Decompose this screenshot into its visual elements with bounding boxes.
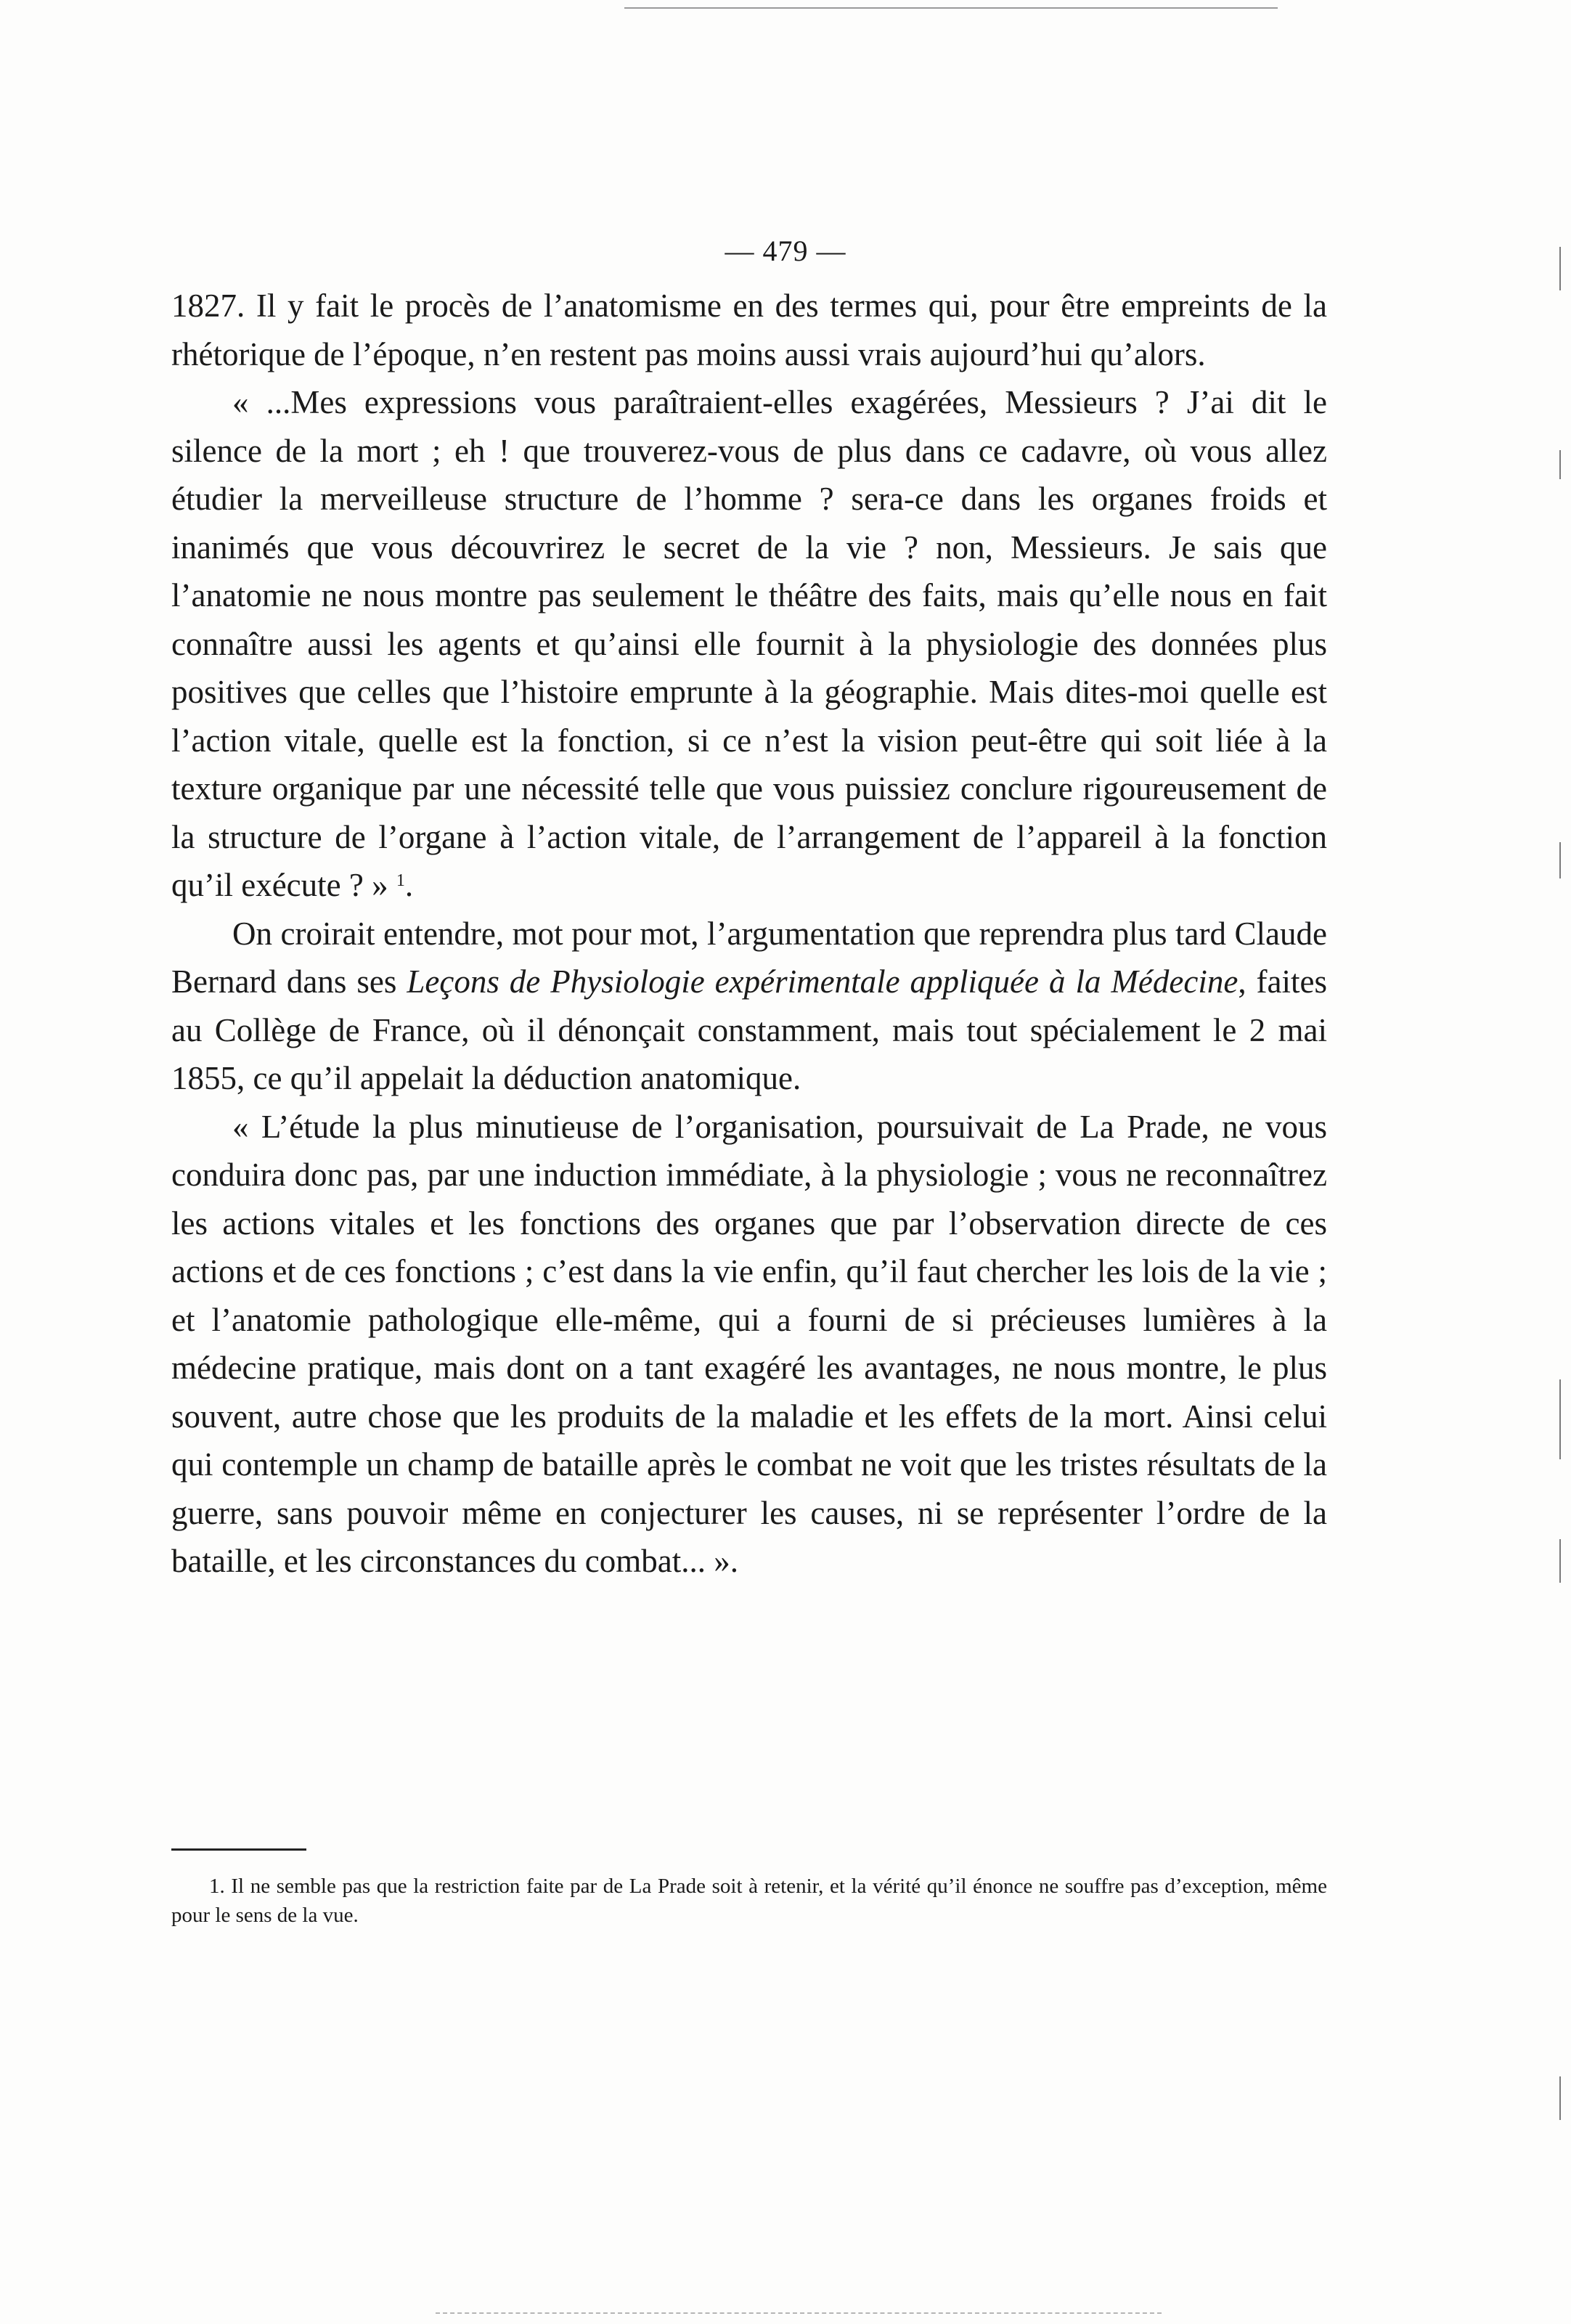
- body-text: [171, 282, 1327, 1586]
- paragraph-3-text-after: , faites au Collège de France, où il dénonçait constamment, mais tout spécialement le 2 mai 1855, ce qu’il appelait la déduction anatomique.: [171, 963, 1327, 1096]
- footnote-reference-period: .: [404, 867, 414, 903]
- scan-edge-marks: [1542, 0, 1571, 2324]
- paragraph-4: « L’étude la plus minutieuse de l’organisation, poursuivait de La Prade, ne vous conduira donc pas, par une induction immédiate, à la physiologie ; vous ne reconnaîtrez les actions vitales et les fonctions des organes que par l’observation directe de ces actions et de ces fonctions ; c’est dans la vie enfin, qu’il faut chercher les lois de la vie ; et l’anatomie pathologique elle-même, qui a fourni de si précieuses lumières à la médecine pratique, mais dont on a tant exagéré les avantages, ne nous montre, le plus souvent, autre chose que les produits de la maladie et les effets de la mort. Ainsi celui qui contemple un champ de bataille après le combat ne voit que les tristes résultats de la guerre, sans pouvoir même en conjecturer les causes, ni se représenter l’ordre de la bataille, et les circonstances du combat... ».: [171, 1108, 1327, 1579]
- scan-bottom-marks: [436, 2312, 1162, 2316]
- paragraph-2-text: « ...Mes expressions vous paraîtraient-elles exagérées, Messieurs ? J’ai dit le silence de la mort ; eh ! que trouverez-vous de plus dans ce cadavre, où vous allez étudier la merveilleuse structure de l’homme ? sera-ce dans les organes froids et inanimés que vous découvrirez le secret de la vie ? non, Messieurs. Je sais que l’anatomie ne nous montre pas seulement le théâtre des faits, mais qu’elle nous en fait connaître aussi les agents et qu’ainsi elle fournit à la physiologie des données plus positives que celles que l’histoire emprunte à la géographie. Mais dites-moi quelle est l’action vitale, quelle est la fonction, si ce n’est la vision peut-être qui soit liée à la texture organique par une nécessité telle que vous puissiez conclure rigoureusement de la structure de l’organe à l’action vitale, de l’arrangement de l’appareil à la fonction qu’il exécute ? »: [171, 384, 1327, 903]
- paragraph-3: [171, 910, 1327, 1103]
- scan-top-rule: [624, 7, 1278, 9]
- book-title-italic: Leçons de Physiologie expérimentale appliquée à la Médecine: [407, 963, 1239, 1000]
- page-number: — 479 —: [725, 235, 846, 267]
- footnote-separator: [171, 1848, 306, 1851]
- footnote: 1. Il ne semble pas que la restriction faite par de La Prade soit à retenir, et la vérité qu’il énonce ne souffre pas d’exception, même pour le sens de la vue.: [171, 1875, 1327, 1927]
- paragraph-1: 1827. Il y fait le procès de l’anatomisme en des termes qui, pour être empreints de la rhétorique de l’époque, n’en restent pas moins aussi vrais aujourd’hui qu’alors.: [171, 288, 1327, 372]
- paragraph-2: [171, 378, 1327, 910]
- footnote-reference[interactable]: 1: [396, 871, 405, 890]
- paragraph-3-text-before: On croirait entendre, mot pour mot, l’argumentation que reprendra plus tard Claude Bernard dans ses: [171, 915, 1327, 1000]
